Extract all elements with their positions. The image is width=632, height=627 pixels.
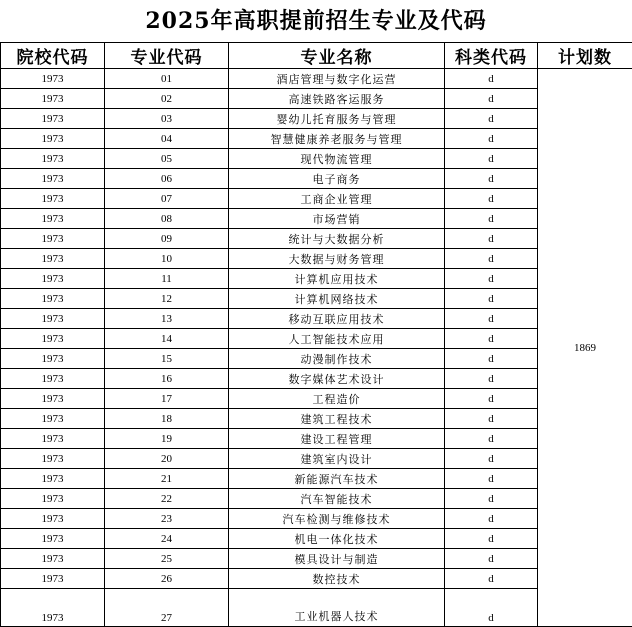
major-name-cell: 移动互联应用技术 [229,309,445,329]
category-code-cell: d [445,149,538,169]
table-row [1,349,632,369]
plan-count-cell: 1869 [538,69,632,627]
major-code-cell: 20 [105,449,229,469]
school-code-cell: 1973 [1,289,105,309]
table-row [1,169,632,189]
major-name-cell: 动漫制作技术 [229,349,445,369]
table-row [1,389,632,409]
category-code-cell: d [445,309,538,329]
school-code-cell: 1973 [1,269,105,289]
major-code-cell: 27 [105,589,229,627]
header-major-code: 专业代码 [105,43,229,69]
major-code-cell: 01 [105,69,229,89]
major-code-cell: 05 [105,149,229,169]
school-code-cell: 1973 [1,229,105,249]
major-code-cell: 03 [105,109,229,129]
school-code-cell: 1973 [1,369,105,389]
category-code-cell: d [445,369,538,389]
major-name-cell: 建筑室内设计 [229,449,445,469]
school-code-cell: 1973 [1,489,105,509]
category-code-cell: d [445,169,538,189]
school-code-cell: 1973 [1,129,105,149]
table-header-row [1,43,632,69]
school-code-cell: 1973 [1,549,105,569]
header-category-code: 科类代码 [445,43,538,69]
category-code-cell: d [445,229,538,249]
header-plan-count: 计划数 [538,43,632,69]
major-name-cell: 机电一体化技术 [229,529,445,549]
category-code-cell: d [445,529,538,549]
major-code-cell: 15 [105,349,229,369]
category-code-cell: d [445,549,538,569]
school-code-cell: 1973 [1,89,105,109]
table-row [1,229,632,249]
school-code-cell: 1973 [1,509,105,529]
header-major-name: 专业名称 [229,43,445,69]
school-code-cell: 1973 [1,589,105,627]
major-code-cell: 12 [105,289,229,309]
table-row [1,69,632,89]
school-code-cell: 1973 [1,329,105,349]
major-name-cell: 新能源汽车技术 [229,469,445,489]
major-name-cell: 汽车智能技术 [229,489,445,509]
category-code-cell: d [445,289,538,309]
major-code-cell: 16 [105,369,229,389]
table-row [1,589,632,627]
table-row [1,549,632,569]
category-code-cell: d [445,249,538,269]
category-code-cell: d [445,589,538,627]
major-name-cell: 市场营销 [229,209,445,229]
school-code-cell: 1973 [1,169,105,189]
table-row [1,369,632,389]
major-name-cell: 统计与大数据分析 [229,229,445,249]
table-row [1,489,632,509]
table-row [1,89,632,109]
major-name-cell: 酒店管理与数字化运营 [229,69,445,89]
category-code-cell: d [445,209,538,229]
major-name-cell: 工商企业管理 [229,189,445,209]
major-code-cell: 18 [105,409,229,429]
category-code-cell: d [445,349,538,369]
major-code-cell: 13 [105,309,229,329]
category-code-cell: d [445,509,538,529]
school-code-cell: 1973 [1,189,105,209]
table-row [1,109,632,129]
category-code-cell: d [445,469,538,489]
school-code-cell: 1973 [1,469,105,489]
major-name-cell: 建设工程管理 [229,429,445,449]
major-code-cell: 26 [105,569,229,589]
major-code-cell: 02 [105,89,229,109]
category-code-cell: d [445,69,538,89]
school-code-cell: 1973 [1,569,105,589]
table-row [1,269,632,289]
major-name-cell: 计算机应用技术 [229,269,445,289]
table-row [1,569,632,589]
major-name-cell: 现代物流管理 [229,149,445,169]
major-code-cell: 17 [105,389,229,409]
school-code-cell: 1973 [1,529,105,549]
major-name-cell: 工程造价 [229,389,445,409]
school-code-cell: 1973 [1,69,105,89]
major-code-cell: 22 [105,489,229,509]
category-code-cell: d [445,569,538,589]
major-code-cell: 25 [105,549,229,569]
majors-table [0,42,632,627]
category-code-cell: d [445,329,538,349]
major-name-cell: 数控技术 [229,569,445,589]
school-code-cell: 1973 [1,409,105,429]
major-code-cell: 06 [105,169,229,189]
table-row [1,529,632,549]
major-code-cell: 21 [105,469,229,489]
category-code-cell: d [445,129,538,149]
major-name-cell: 高速铁路客运服务 [229,89,445,109]
major-code-cell: 07 [105,189,229,209]
major-name-cell: 模具设计与制造 [229,549,445,569]
major-code-cell: 09 [105,229,229,249]
school-code-cell: 1973 [1,429,105,449]
category-code-cell: d [445,449,538,469]
major-code-cell: 23 [105,509,229,529]
major-code-cell: 04 [105,129,229,149]
school-code-cell: 1973 [1,389,105,409]
header-school-code: 院校代码 [1,43,105,69]
table-row [1,329,632,349]
category-code-cell: d [445,389,538,409]
major-name-cell: 智慧健康养老服务与管理 [229,129,445,149]
major-name-cell: 人工智能技术应用 [229,329,445,349]
school-code-cell: 1973 [1,349,105,369]
table-row [1,429,632,449]
major-name-cell: 工业机器人技术 [229,589,445,627]
school-code-cell: 1973 [1,209,105,229]
major-code-cell: 19 [105,429,229,449]
major-code-cell: 14 [105,329,229,349]
major-code-cell: 11 [105,269,229,289]
school-code-cell: 1973 [1,109,105,129]
category-code-cell: d [445,109,538,129]
category-code-cell: d [445,269,538,289]
table-row [1,449,632,469]
table-row [1,129,632,149]
major-code-cell: 24 [105,529,229,549]
category-code-cell: d [445,429,538,449]
category-code-cell: d [445,89,538,109]
major-name-cell: 建筑工程技术 [229,409,445,429]
category-code-cell: d [445,409,538,429]
category-code-cell: d [445,489,538,509]
table-row [1,509,632,529]
major-code-cell: 10 [105,249,229,269]
page-title: 2025年高职提前招生专业及代码 [0,0,632,42]
school-code-cell: 1973 [1,309,105,329]
table-row [1,249,632,269]
major-name-cell: 数字媒体艺术设计 [229,369,445,389]
major-name-cell: 汽车检测与维修技术 [229,509,445,529]
school-code-cell: 1973 [1,149,105,169]
table-row [1,209,632,229]
major-name-cell: 计算机网络技术 [229,289,445,309]
table-row [1,469,632,489]
school-code-cell: 1973 [1,249,105,269]
table-row [1,409,632,429]
school-code-cell: 1973 [1,449,105,469]
major-code-cell: 08 [105,209,229,229]
table-row [1,309,632,329]
major-name-cell: 电子商务 [229,169,445,189]
major-name-cell: 大数据与财务管理 [229,249,445,269]
table-row [1,149,632,169]
major-name-cell: 婴幼儿托育服务与管理 [229,109,445,129]
category-code-cell: d [445,189,538,209]
table-row [1,189,632,209]
table-row [1,289,632,309]
